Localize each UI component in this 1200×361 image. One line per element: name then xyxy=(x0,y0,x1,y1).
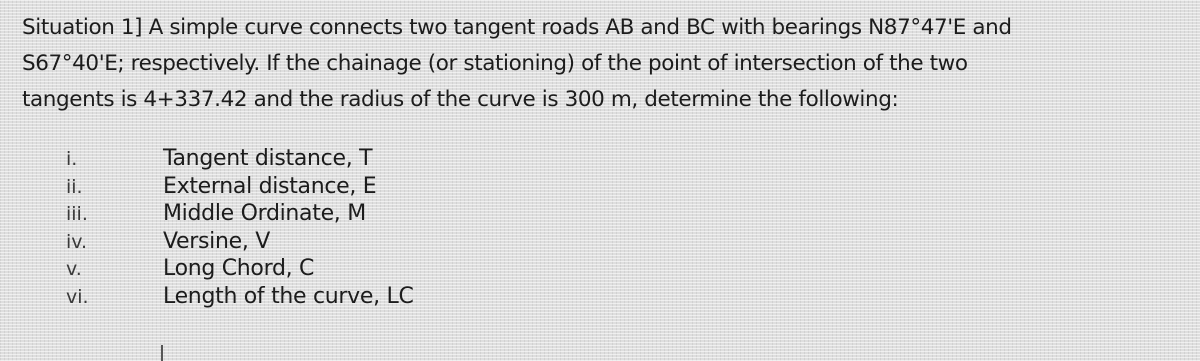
item-number: v. xyxy=(66,258,82,280)
statement-line-1: Situation 1] A simple curve connects two tangent roads AB and BC with bearings N87°47'E and xyxy=(22,15,1012,40)
item-number: vi. xyxy=(66,285,89,308)
statement-line-3: tangents is 4+337.42 and the radius of the curve is 300 m, determine the following: xyxy=(22,87,899,112)
item-number: ii. xyxy=(66,175,83,198)
statement-line-2: S67°40'E; respectively. If the chainage (or stationing) of the point of intersection of the two xyxy=(22,51,968,76)
problem-statement xyxy=(22,10,1182,118)
item-number: iv. xyxy=(66,230,88,253)
item-number: i. xyxy=(66,148,78,170)
problem-text xyxy=(22,10,1182,118)
item-text: External distance, E xyxy=(163,173,377,199)
item-text: Tangent distance, T xyxy=(163,146,373,171)
item-number: iii. xyxy=(66,203,88,225)
item-text: Middle Ordinate, M xyxy=(163,201,366,226)
item-text: Long Chord, C xyxy=(163,256,315,281)
item-text: Length of the curve, LC xyxy=(163,283,414,309)
text-cursor xyxy=(161,345,163,361)
item-text: Versine, V xyxy=(163,228,271,254)
